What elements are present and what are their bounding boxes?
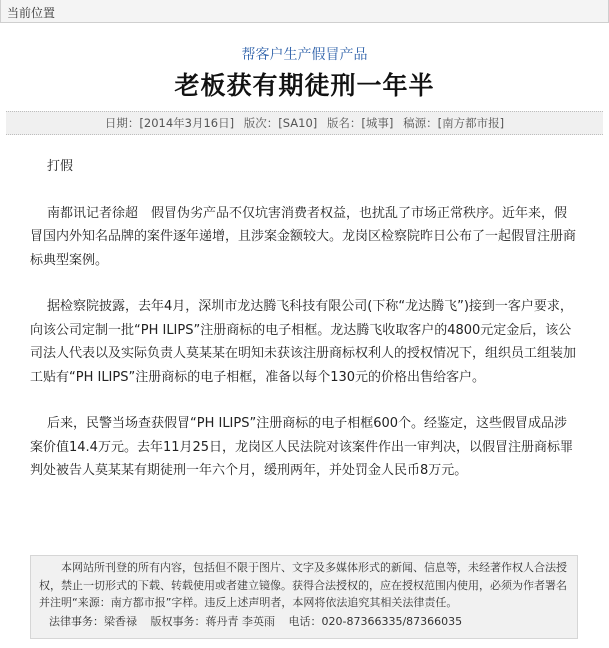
article-paragraph: 后来，民警当场查获假冒“PH ILIPS”注册商标的电子相框600个。经鉴定，这些假冒成品涉案价值14.4万元。去年11月25日，龙岗区人民法院对该案件作出一审判决，以假冒注册商标罪判处被告人莫某某有期徒刑一年六个月，缓刑两年，并处罚金人民币8万元。 [30,416,574,478]
contact-line [39,613,570,631]
legal-contact: 法律事务：梁香禄 [49,614,137,628]
phone-contact: 电话：020-87366335/87366035 [288,614,463,628]
copyright-notice [30,555,578,639]
article-paragraph: 打假 [47,159,74,174]
breadcrumb-bar [0,0,609,23]
meta-date: 日期：[2014年3月16日] [104,116,235,130]
current-location-label: 当前位置 [7,6,56,20]
meta-section: 版名：[城事] [326,116,394,130]
article-body [30,155,578,506]
meta-source: 稿源：[南方都市报] [403,116,505,130]
article-subtitle: 帮客户生产假冒产品 [241,47,368,63]
article-paragraph: 南都讯记者徐超 假冒伪劣产品不仅坑害消费者权益，也扰乱了市场正常秩序。近年来，假冒国内外知名品牌的案件逐年递增，且涉案金额较大。龙岗区检察院昨日公布了一起假冒注册商标典型案例。 [30,205,577,268]
article-paragraph: 据检察院披露，去年4月，深圳市龙达腾飞科技有限公司(下称“龙达腾飞”)接到一客户要求，向该公司定制一批“PH ILIPS”注册商标的电子相框。龙达腾飞收取客户的4800元定金后，该公司法人代表以及实际负责人莫某某在明知未获该注册商标权利人的授权情况下，组织员工组装加工贴有“PH ILIPS”注册商标的电子相框，准备以每个130元的价格出售给客户。 [30,299,577,385]
article-meta [6,111,603,135]
copyright-text: 本网站所刊登的所有内容，包括但不限于图片、文字及多媒体形式的新闻、信息等，未经著作权人合法授权，禁止一切形式的下载、转载使用或者建立镜像。获得合法授权的，应在授权范围内使用，必须为作者署名并注明“来源：南方都市报”字样。违反上述声明者，本网将依法追究其相关法律责任。 [39,561,567,609]
copyright-contact: 版权事务：蒋丹青 李英雨 [150,614,275,628]
meta-edition: 版次：[SA10] [243,116,318,130]
article-title: 老板获有期徒刑一年半 [174,71,435,100]
